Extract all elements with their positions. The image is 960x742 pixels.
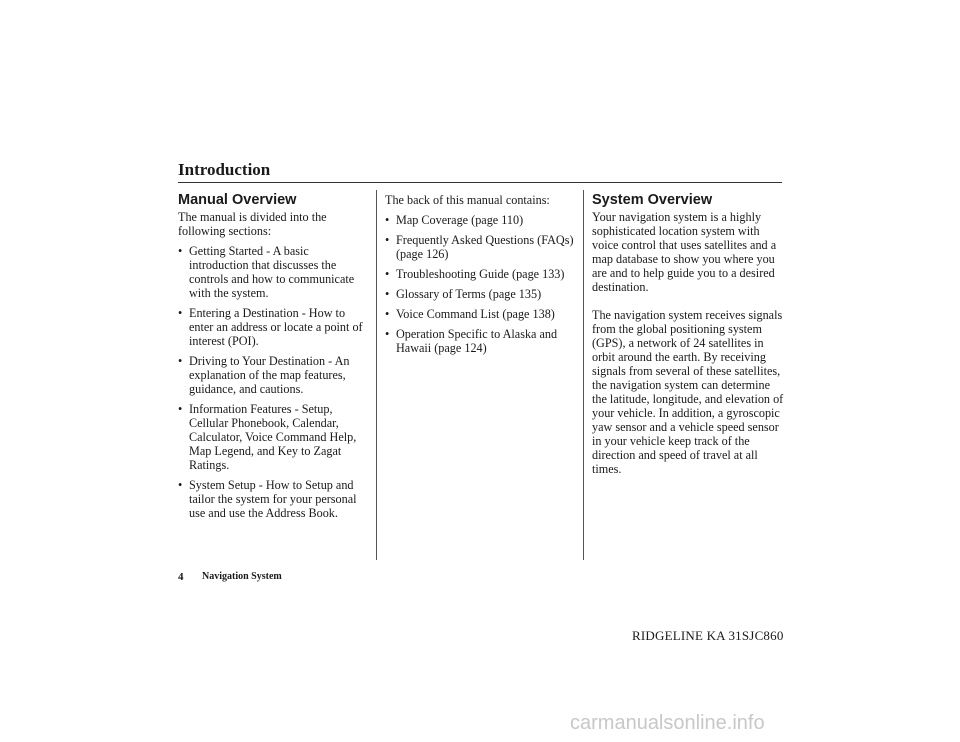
section-title: Introduction bbox=[178, 160, 271, 179]
list-item: • Driving to Your Destination - An explanation of the map features, guidance, and cautions. bbox=[178, 354, 370, 396]
footer-title: Navigation System bbox=[202, 571, 282, 582]
column-divider-1 bbox=[376, 190, 377, 560]
list-item: • Glossary of Terms (page 135) bbox=[385, 287, 577, 301]
list-item: • Voice Command List (page 138) bbox=[385, 307, 577, 321]
list-item: • Troubleshooting Guide (page 133) bbox=[385, 267, 577, 281]
list-item: • Getting Started - A basic introduction that discusses the controls and how to communicate with the system. bbox=[178, 244, 370, 300]
system-overview-paragraph-2: The navigation system receives signals from the global positioning system (GPS), a network of 24 satellites in orbit around the earth. By receiving signals from several of these satellites, the navigation system can determine the latitude, longitude, and elevation of your vehicle. In addition, a gyroscopic yaw sensor and a vehicle speed sensor in your vehicle keep track of the direction and speed of travel at all times. bbox=[592, 308, 784, 476]
list-item: • System Setup - How to Setup and tailor the system for your personal use and use the Address Book. bbox=[178, 478, 370, 520]
model-code: RIDGELINE KA 31SJC860 bbox=[632, 628, 784, 643]
header-rule bbox=[178, 182, 782, 183]
page-number: 4 bbox=[178, 571, 184, 583]
system-overview-heading: System Overview bbox=[592, 192, 713, 208]
back-of-manual-list bbox=[385, 213, 577, 355]
column-manual-overview bbox=[178, 190, 370, 520]
list-item: • Frequently Asked Questions (FAQs) (page 126) bbox=[385, 233, 577, 261]
list-item: • Information Features - Setup, Cellular Phonebook, Calendar, Calculator, Voice Command Help, Map Legend, and Key to Zagat Ratings. bbox=[178, 402, 370, 472]
list-item: • Entering a Destination - How to enter an address or locate a point of interest (POI). bbox=[178, 306, 370, 348]
manual-sections-list bbox=[178, 244, 370, 520]
column-system-overview bbox=[592, 190, 784, 476]
list-item: • Map Coverage (page 110) bbox=[385, 213, 577, 227]
column-divider-2 bbox=[583, 190, 584, 560]
back-of-manual-intro: The back of this manual contains: bbox=[385, 193, 550, 207]
manual-overview-heading: Manual Overview bbox=[178, 192, 297, 208]
list-item: • Operation Specific to Alaska and Hawaii (page 124) bbox=[385, 327, 577, 355]
manual-overview-intro: The manual is divided into the following sections: bbox=[178, 210, 327, 238]
system-overview-paragraph-1: Your navigation system is a highly sophisticated location system with voice control that uses satellites and a map database to show you where you are and to help guide you to a desired destination. bbox=[592, 210, 777, 294]
column-back-of-manual bbox=[385, 193, 577, 355]
watermark: carmanualsonline.info bbox=[570, 712, 765, 734]
